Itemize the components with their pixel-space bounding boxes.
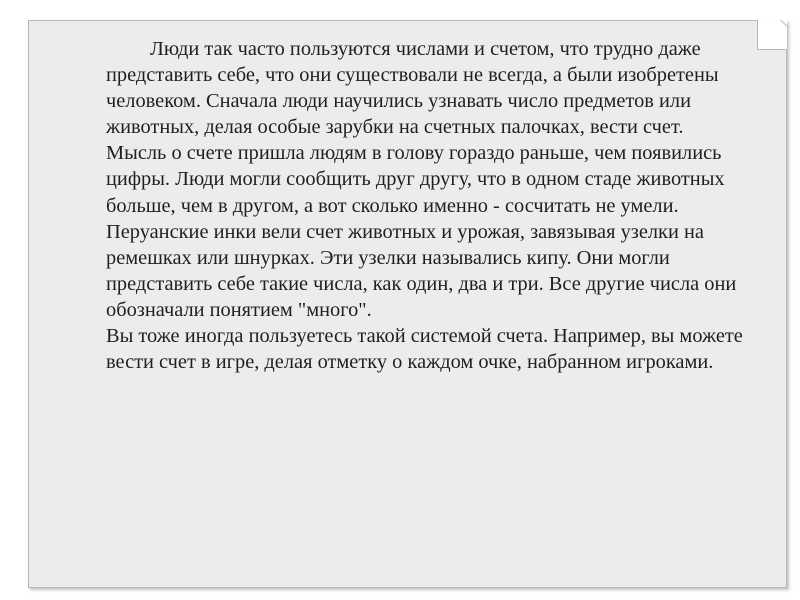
- slide-body-text: [106, 36, 746, 375]
- paragraph-1: Люди так часто пользуются числами и счетом, что трудно даже представить себе, что они существовали не всегда, а были изобретены человеком. Сначала люди научились узнавать число предметов или животных, делая особые зарубки на счетных палочках, вести счет.: [106, 38, 719, 139]
- folded-corner-decoration: [757, 20, 787, 50]
- paragraph-2: Мысль о счете пришла людям в голову гораздо раньше, чем появились цифры. Люди могли сообщить друг другу, что в одном стаде животных больше, чем в другом, а вот сколько именно - сосчитать не умели. Перуанские инки вели счет животных и урожая, завязывая узелки на ремешках или шнурках. Эти узелки назывались кипу. Они могли представить себе такие числа, как один, два и три. Все другие числа они обозначали понятием "много".: [106, 142, 737, 321]
- paragraph-3: Вы тоже иногда пользуетесь такой системой счета. Например, вы можете вести счет в игре, делая отметку о каждом очке, набранном игроками.: [106, 325, 743, 374]
